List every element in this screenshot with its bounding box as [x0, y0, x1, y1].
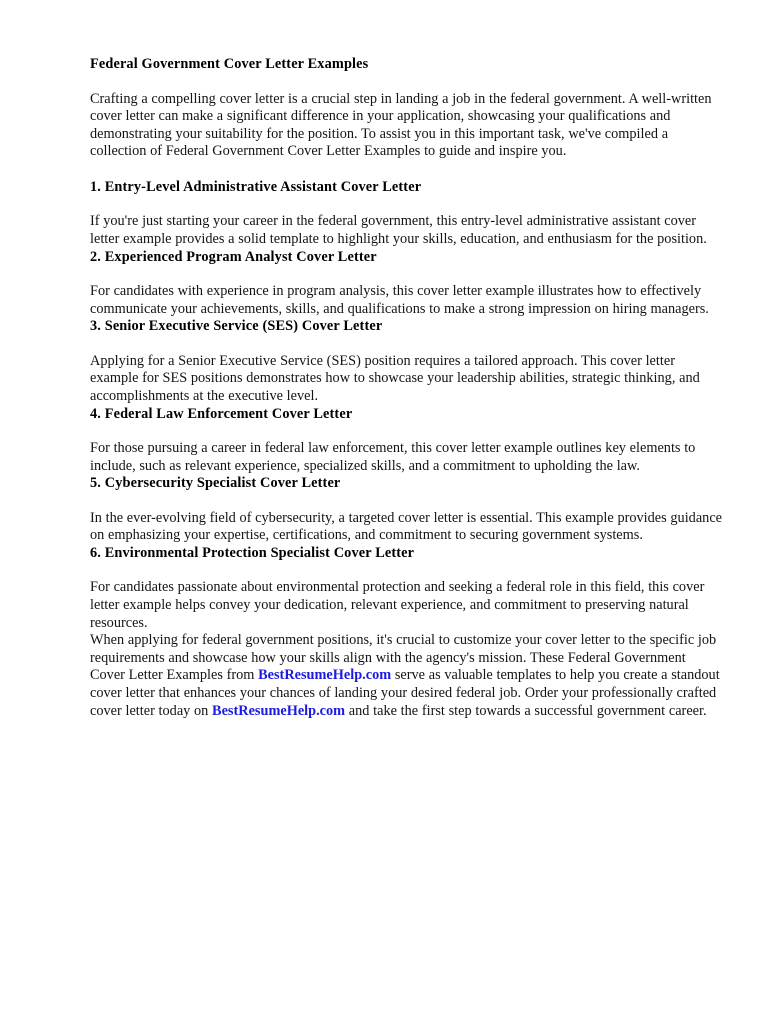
closing-text-part-3: and take the first step towards a successful government career.	[345, 702, 707, 719]
closing-text-part-2: serve as valuable templates to help you create a standout cover letter that enhances your chances of landing your desired federal job. Order your professionally crafted cover letter today on	[90, 667, 720, 719]
section-senior-executive-service	[90, 318, 724, 405]
section-environmental-protection-specialist	[90, 545, 724, 632]
closing-text-part-1: When applying for federal government positions, it's crucial to customize your cover letter to the specific job requirements and showcase how your skills align with the agency's mission. These Federal Government Cover Letter Examples from	[90, 632, 717, 684]
section-cybersecurity-specialist	[90, 475, 724, 545]
section-experienced-program-analyst	[90, 249, 724, 319]
section-body: In the ever-evolving field of cybersecurity, a targeted cover letter is essential. This example provides guidance on emphasizing your expertise, certifications, and commitment to securing government systems.	[90, 509, 723, 544]
document-body	[90, 56, 724, 720]
section-federal-law-enforcement	[90, 406, 724, 476]
page-title: Federal Government Cover Letter Examples	[90, 56, 369, 72]
section-body: For those pursuing a career in federal law enforcement, this cover letter example outlines key elements to include, such as relevant experience, specialized skills, and a commitment to upholding the law.	[90, 440, 696, 474]
closing-paragraph	[90, 632, 724, 720]
section-heading: 1. Entry-Level Administrative Assistant Cover Letter	[90, 178, 422, 195]
bestresumehelp-link-first[interactable]: BestResumeHelp.com	[258, 667, 392, 684]
section-body: Applying for a Senior Executive Service (SES) position requires a tailored approach. This cover letter example for SES positions demonstrates how to showcase your leadership abilities, strategic thinking, and accomplishments at the executive level.	[90, 352, 700, 404]
section-heading: 6. Environmental Protection Specialist Cover Letter	[90, 544, 415, 561]
section-heading: 3. Senior Executive Service (SES) Cover Letter	[90, 318, 383, 335]
section-body: For candidates with experience in program analysis, this cover letter example illustrates how to effectively communicate your achievements, skills, and qualifications to make a strong impression on hiring managers.	[90, 283, 709, 317]
section-body: If you're just starting your career in the federal government, this entry-level administrative assistant cover letter example provides a solid template to highlight your skills, education, and enthusiasm for the position.	[90, 213, 707, 247]
section-entry-level-administrative-assistant	[90, 179, 724, 249]
section-heading: 5. Cybersecurity Specialist Cover Letter	[90, 475, 341, 492]
section-heading: 4. Federal Law Enforcement Cover Letter	[90, 405, 353, 422]
section-body: For candidates passionate about environmental protection and seeking a federal role in this field, this cover letter example helps convey your dedication, relevant experience, and commitment to preserving natural resources.	[90, 579, 705, 631]
section-heading: 2. Experienced Program Analyst Cover Letter	[90, 248, 377, 265]
bestresumehelp-link-second[interactable]: BestResumeHelp.com	[212, 702, 346, 719]
intro-paragraph: Crafting a compelling cover letter is a crucial step in landing a job in the federal government. A well-written cover letter can make a significant difference in your application, showcasing your qualifications and demonstrating your suitability for the position. To assist you in this important task, we've compiled a collection of Federal Government Cover Letter Examples to guide and inspire you.	[90, 90, 712, 160]
